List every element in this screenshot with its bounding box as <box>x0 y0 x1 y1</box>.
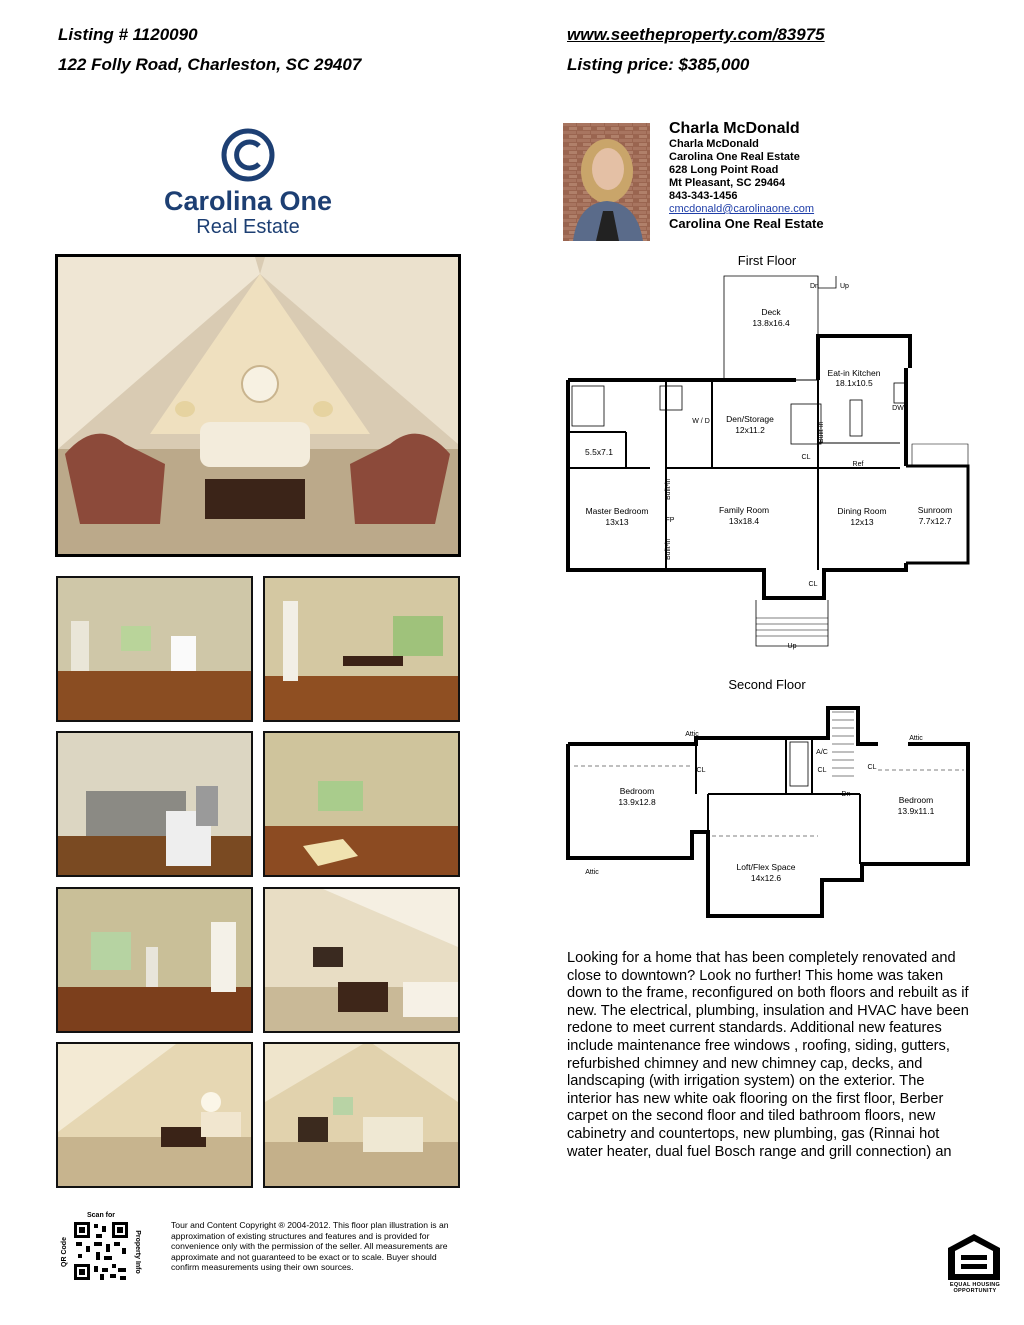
attic-label-2: Attic <box>909 735 923 742</box>
bedroom-2-size: 13.9x11.1 <box>897 806 935 816</box>
equal-housing-text <box>944 1282 1006 1294</box>
copyright-notice: Tour and Content Copyright ® 2004-2012. This floor plan illustration is an approximation of existing structures and features and is provided for convenience only with the permission of the seller. All measurements are approximate and not guaranteed to be exact or to scale. Buyer should confirm measurements using their own sources. <box>171 1220 449 1273</box>
washer-dryer-label: W / D <box>692 418 710 425</box>
deck-dn-label: Dn <box>810 283 819 290</box>
qr-top-label: Scan for <box>86 1212 116 1219</box>
dining-label: Dining Room <box>837 506 887 516</box>
closet-label-3: CL <box>867 764 877 771</box>
agent-company-footer: Carolina One Real Estate <box>669 216 824 231</box>
family-label: Family Room <box>718 505 770 515</box>
master-label: Master Bedroom <box>585 506 649 516</box>
property-url-link[interactable]: www.seetheproperty.com/83975 <box>567 25 825 44</box>
den-label: Den/Storage <box>726 414 774 424</box>
agent-name: Charla McDonald <box>669 120 800 137</box>
photo-bedroom-windows <box>56 887 253 1033</box>
deck-label: Deck <box>761 307 781 317</box>
builtin-label-3: Built-in <box>818 421 825 443</box>
stairs-dn-label: Dn <box>841 791 851 798</box>
family-size: 13x18.4 <box>728 516 760 526</box>
first-floor-title: First Floor <box>737 253 797 268</box>
agent-name-small: Charla McDonald <box>669 138 759 150</box>
front-up-label: Up <box>787 643 797 650</box>
listing-price: Listing price: $385,000 <box>567 55 750 74</box>
den-size: 12x11.2 <box>735 425 765 435</box>
logo-sub: Real Estate <box>196 216 300 238</box>
fireplace-label: FP <box>665 517 675 524</box>
main-photo-attic-living-room <box>55 254 461 557</box>
loft-size: 14x12.6 <box>750 873 782 883</box>
qr-left-label: QR Code <box>61 1237 68 1267</box>
builtin-label-1: Built-in <box>665 478 672 500</box>
front-closet-label: CL <box>808 581 818 588</box>
equal-housing-line2: OPPORTUNITY <box>953 1288 997 1294</box>
property-description: Looking for a home that has been completely renovated and close to downtown? Look no further! This home was taken down to the frame, reconfigured on both floors and rebuilt as if new. The electrical, plumbing, insulation and HVAC have been redone to meet current standards. Additional new features include maintenance free windows , roofing, siding, gutters, refurbished chimney and new chimney cap, decks, and landscaping (with irrigation system) on the exterior. The interior has new white oak flooring on the first floor, Berber carpet on the second floor and tiled bathroom floors, new cabinetry and countertops, new plumbing, gas (Rinnai hot water heater, dual fuel Bosch range and grill connection) an <box>567 950 969 1160</box>
second-floor-title: Second Floor <box>728 677 806 692</box>
agent-contact-card <box>669 119 969 232</box>
bedroom-1-label: Bedroom <box>619 786 655 796</box>
photo-bedroom-empty <box>263 731 460 877</box>
agent-street: 628 Long Point Road <box>669 164 779 176</box>
attic-label-1: Attic <box>685 731 699 738</box>
agent-photo <box>563 123 650 241</box>
deck-up-label: Up <box>840 283 849 290</box>
second-floor-plan <box>560 700 980 925</box>
closet-label-1: CL <box>696 767 706 774</box>
first-floor-plan <box>560 268 980 663</box>
master-size: 13x13 <box>605 517 629 527</box>
agent-phone: 843-343-1456 <box>669 190 738 202</box>
listing-number: Listing # 1120090 <box>58 25 198 44</box>
dishwasher-label: DW <box>892 405 904 412</box>
photo-upstairs-bedroom <box>263 1042 460 1188</box>
sunroom-label: Sunroom <box>917 505 953 515</box>
deck-size: 13.8x16.4 <box>752 318 790 328</box>
closet-size: 5.5x7.1 <box>585 447 613 457</box>
photo-dining-room <box>263 576 460 722</box>
carolina-one-logo <box>150 125 350 240</box>
equal-housing-line1: EQUAL HOUSING <box>949 1282 1001 1288</box>
den-closet-label: CL <box>801 454 811 461</box>
bedroom-1-size: 13.9x12.8 <box>618 797 656 807</box>
fridge-label: Ref <box>852 461 864 468</box>
logo-name: Carolina One <box>163 186 333 216</box>
sunroom-size: 7.7x12.7 <box>918 516 952 526</box>
agent-email-link[interactable]: cmcdonald@carolinaone.com <box>669 203 815 215</box>
photo-family-room <box>56 576 253 722</box>
kitchen-size: 18.1x10.5 <box>835 378 873 388</box>
kitchen-label: Eat-in Kitchen <box>827 368 881 378</box>
closet-label-2: CL <box>817 767 827 774</box>
agent-company: Carolina One Real Estate <box>669 151 800 163</box>
bedroom-2-label: Bedroom <box>898 795 934 805</box>
qr-right-label: Property Info <box>134 1230 141 1274</box>
qr-code-block[interactable] <box>56 1210 146 1288</box>
builtin-label-2: Built-in <box>665 538 672 560</box>
attic-label-3: Attic <box>585 869 599 876</box>
agent-city: Mt Pleasant, SC 29464 <box>669 177 786 189</box>
photo-attic-sitting-area <box>56 1042 253 1188</box>
photo-kitchen <box>56 731 253 877</box>
dining-size: 12x13 <box>850 517 874 527</box>
ac-label: A/C <box>816 749 828 756</box>
qr-code-icon <box>74 1222 128 1280</box>
photo-upstairs-lounge <box>263 887 460 1033</box>
loft-label: Loft/Flex Space <box>736 862 796 872</box>
property-address: 122 Folly Road, Charleston, SC 29407 <box>58 55 362 74</box>
